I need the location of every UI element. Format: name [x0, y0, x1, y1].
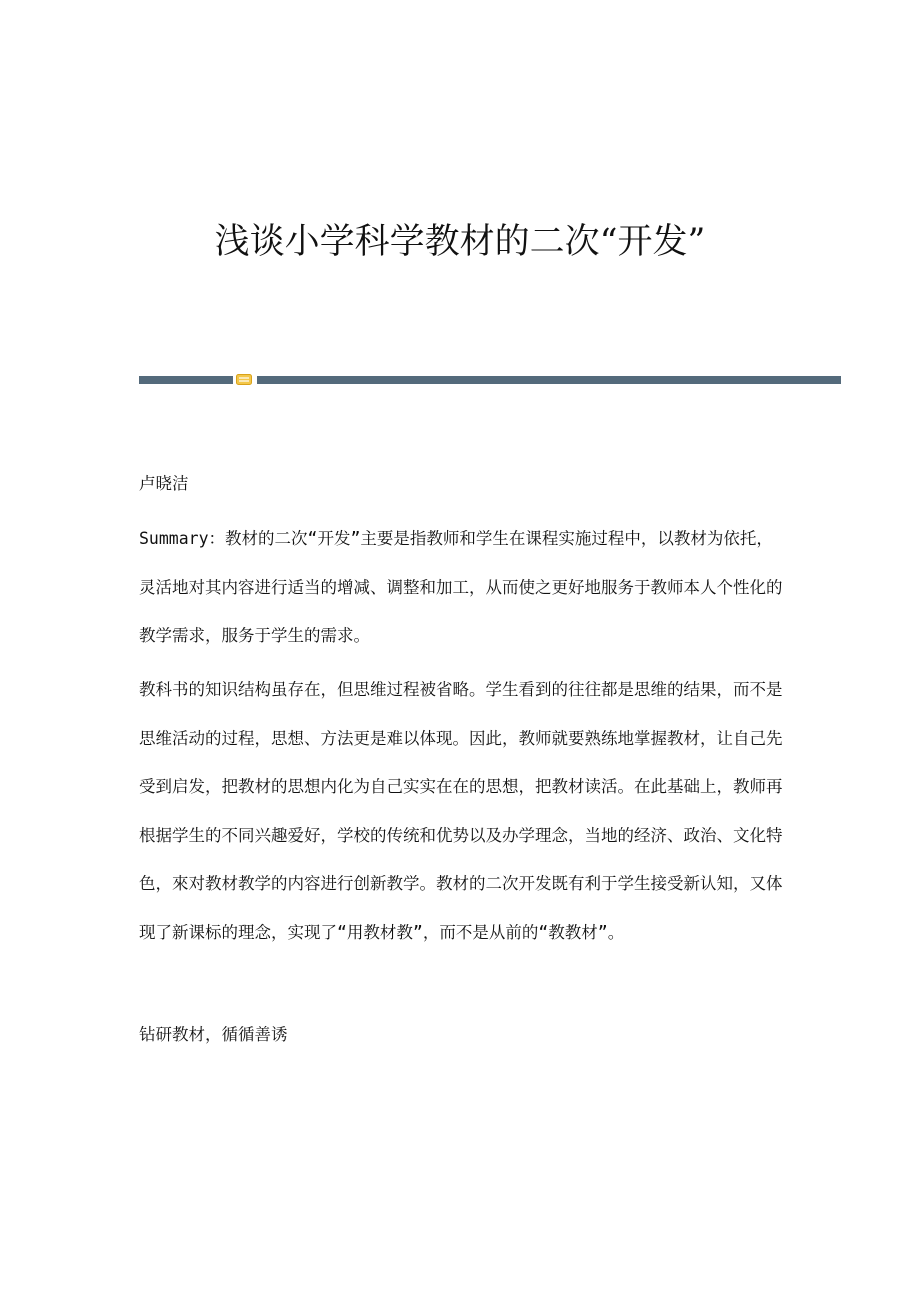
- divider-ornament-icon: [236, 374, 252, 385]
- document-title: 浅谈小学科学教材的二次“开发”: [214, 222, 706, 262]
- divider-bar-right: [257, 376, 841, 384]
- author-name: 卢晓洁: [139, 474, 189, 493]
- body-paragraph: 教科书的知识结构虽存在，但思维过程被省略。学生看到的往往都是思维的结果，而不是思维活动的过程，思想、方法更是难以体现。因此，教师就要熟练地掌握教材，让自己先受到启发，把教材的思想内化为自己实实在在的思想，把教材读活。在此基础上，教师再根据学生的不同兴趣爱好，学校的传统和优势以及办学理念，当地的经济、政治、文化特色，來对教材教学的内容进行创新教学。教材的二次开发既有利于学生接受新认知，又体现了新课标的理念，实现了“用教材教”，而不是从前的“教教材”。: [139, 680, 783, 942]
- title-divider: [139, 372, 841, 388]
- divider-bar-left: [139, 376, 233, 384]
- section-heading: 钻研教材，循循善诱: [139, 1025, 288, 1044]
- summary-paragraph: Summary：教材的二次“开发”主要是指教师和学生在课程实施过程中，以教材为依托，灵活地对其内容进行适当的增减、调整和加工，从而使之更好地服务于教师本人个性化的教学需求，服务于学生的需求。: [139, 529, 783, 645]
